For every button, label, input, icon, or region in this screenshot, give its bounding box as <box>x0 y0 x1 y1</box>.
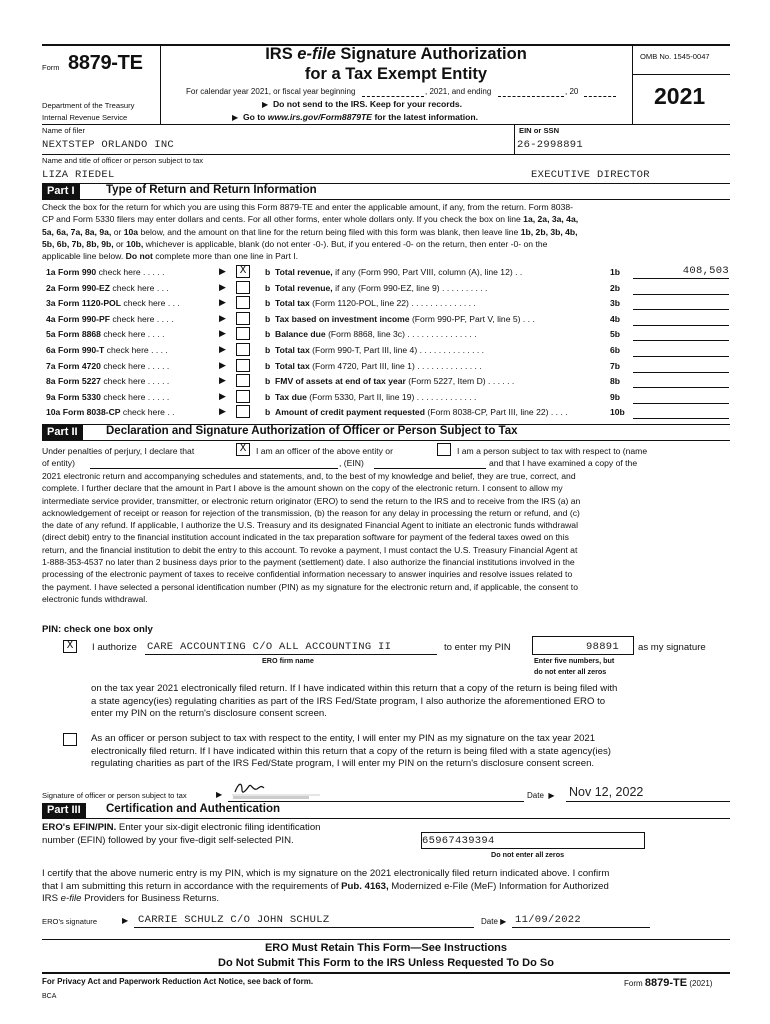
part1-title: Type of Return and Return Information <box>106 184 317 196</box>
row-checkbox[interactable] <box>236 327 250 340</box>
pin-heading: PIN: check one box only <box>42 624 153 635</box>
certification-paragraph: I certify that the above numeric entry is my PIN, which is my signature on the 2021 electronically filed return indicated above. I confirm that I am submitting this return in accordance with the requirements of Pub. 4163, Modernized e-File (MeF) Information for Authorized IRS e-file Providers for Business Returns. <box>42 868 610 904</box>
arrow-right-icon: ▶ <box>219 281 226 292</box>
row-label: 8a Form 5227 check here . . . . . <box>46 376 170 387</box>
efin-not-zeros: Do not enter all zeros <box>491 850 565 859</box>
row-amount-field[interactable] <box>633 309 729 310</box>
arrow-right-icon: ▶ <box>219 328 226 339</box>
declaration-line: 1-888-353-4537 no later than 2 business days prior to the payment (settlement) date. I also authorize the financial institutions involved in the <box>42 557 575 568</box>
officer-paragraph-line: regulating charities as part of the IRS Fed/State program, I will enter my PIN on the return's disclosure consent screen. <box>91 758 595 769</box>
row-amount-field[interactable] <box>633 294 729 295</box>
arrow-right-icon: ▶ <box>548 791 555 800</box>
tax-year: 2021 <box>654 83 706 109</box>
arrow-right-icon: ▶ <box>219 344 226 354</box>
row-amount-field[interactable] <box>633 387 729 388</box>
row-code: 3b <box>610 298 621 309</box>
declaration-line: 2021 electronic return and accompanying schedules and statements, and, to the best of my knowledge and belief, they are true, correct, and <box>42 471 576 481</box>
calendar-year-b: , 2021, and ending <box>425 87 492 96</box>
row-checkbox[interactable] <box>236 281 250 294</box>
person-subject-checkbox[interactable] <box>437 443 451 456</box>
arrow-right-icon: ▶ <box>232 113 239 122</box>
row-label: 3a Form 1120-POL check here . . . <box>46 298 180 309</box>
ero-date-value[interactable]: 11/09/2022 <box>515 914 582 926</box>
part3-rule <box>42 818 730 819</box>
fiscal-end-field[interactable] <box>498 96 564 97</box>
declaration-body <box>42 470 732 605</box>
dept-line2: Internal Revenue Service <box>42 113 128 122</box>
ero-signature-label: ERO's signature <box>42 917 98 926</box>
declaration-line: acknowledgement of receipt or reason for rejection of the transmission, (b) the reason for any delay in processing the return or refund, and (c) <box>42 507 580 518</box>
part1-rule <box>42 199 730 200</box>
part1-instructions: Check the box for the return for which you are using this Form 8879-TE and enter the applicable amount, if any, from the return. Form 8038- CP and Form 5330 filers may enter dollars and cents. For all other forms, enter whole dollars only. If you check the box on line 1a, 2a, 3a, 4a, 5a, 6a, 7a, 8a, 9a, or 10a below, and the amount on that line for the return being filed with this form was blank, then leave line 1b, 2b, 3b, 4b, 5b, 6b, 7b, 8b, 9b, or 10b, whichever is applicable, blank (do not enter -0-). But, if you entered -0- on the return, then enter -0- on the applicable line below. Do not complete more than one line in Part I. <box>42 202 579 262</box>
row-label: 5a Form 8868 check here . . . . <box>46 329 165 340</box>
arrow-right-icon: ▶ <box>262 100 269 109</box>
row-code: 6b <box>610 345 621 355</box>
footer-top-rule <box>42 939 730 940</box>
row-description: b Total tax (Form 990-T, Part III, line 4) . . . . . . . . . . . . . . <box>265 345 485 355</box>
row-amount-field[interactable] <box>633 403 729 404</box>
arrow-right-icon: ▶ <box>219 390 226 401</box>
officer-paragraph-line: electronically filed return. If I have indicated within this return that a copy of the return is being filed with a state agency(ies) <box>91 745 611 757</box>
part1-label: Part I <box>42 184 80 199</box>
row-amount-field[interactable] <box>633 340 729 341</box>
ero-signature-value[interactable]: CARRIE SCHULZ C/O JOHN SCHULZ <box>138 914 330 926</box>
ero-firm-field <box>145 654 437 655</box>
row-amount-field[interactable] <box>633 372 729 373</box>
ero-authorization-paragraph <box>91 683 731 721</box>
row-code: 7b <box>610 360 621 371</box>
row-amount-value: 408,503 <box>682 265 729 277</box>
ero-paragraph-line: on the tax year 2021 electronically filed return. If I have indicated within this return that a copy of the return is being filed with <box>91 683 618 694</box>
authorize-label: I authorize <box>92 642 137 653</box>
do-not-submit-notice: Do Not Submit This Form to the IRS Unless Requested To Do So <box>218 957 554 969</box>
row-code: 4b <box>610 313 621 324</box>
fiscal-begin-field[interactable] <box>362 96 424 97</box>
pin-value: 98891 <box>586 641 620 653</box>
form-title-line2: for a Tax Exempt Entity <box>304 65 488 83</box>
row-code: 8b <box>610 376 621 387</box>
row-description: b Total revenue, if any (Form 990, Part VIII, column (A), line 12) . . <box>265 267 523 277</box>
filer-name-value[interactable]: NEXTSTEP ORLANDO INC <box>42 139 175 151</box>
row-label: 10a Form 8038-CP check here . . <box>46 407 175 418</box>
part3-title: Certification and Authentication <box>106 803 280 815</box>
officer-pin-checkbox[interactable] <box>63 733 77 746</box>
row-description: b Total tax (Form 4720, Part III, line 1) . . . . . . . . . . . . . . <box>265 360 482 371</box>
row-checkbox[interactable] <box>236 343 250 356</box>
officer-signature-image[interactable] <box>232 780 322 800</box>
row-description: b Tax due (Form 5330, Part II, line 19) . . . . . . . . . . . . . <box>265 391 477 402</box>
officer-signature-label: Signature of officer or person subject to tax <box>42 791 187 800</box>
footer-form-id: Form 8879-TE (2021) <box>624 977 713 989</box>
row-checkbox[interactable] <box>236 405 250 418</box>
ero-date-label: Date ▶ <box>481 917 507 926</box>
arrow-right-icon: ▶ <box>219 266 226 276</box>
signature-date-label: Date ▶ <box>527 791 555 800</box>
declaration-line: complete. I further declare that the amount in Part I above is the amount shown on the copy of the electronic return. I consent to allow my <box>42 483 563 494</box>
row-label: 1a Form 990 check here . . . . . <box>46 267 165 277</box>
filer-name-label: Name of filer <box>42 126 86 135</box>
to-enter-label: to enter my PIN <box>444 642 511 653</box>
signature-date-line <box>566 801 730 802</box>
goto-line: ▶ Go to www.irs.gov/Form8879TE for the latest information. <box>232 112 479 122</box>
officer-title-value[interactable]: EXECUTIVE DIRECTOR <box>531 169 650 181</box>
declaration-line: the payment. I have selected a personal identification number (PIN) as my signature for the electronic return and, if applicable, the consent to <box>42 581 578 592</box>
header-divider-right <box>632 44 633 124</box>
row-label: 6a Form 990-T check here . . . . <box>46 345 168 355</box>
row-code: 1b <box>610 267 621 277</box>
enter-five-line2: do not enter all zeros <box>534 667 607 676</box>
ero-retain-notice: ERO Must Retain This Form—See Instructions <box>264 942 508 954</box>
officer-signature-line <box>228 801 524 802</box>
arrow-right-icon: ▶ <box>219 375 226 386</box>
row-amount-field[interactable] <box>633 418 729 419</box>
omb-rule <box>632 74 730 75</box>
enter-five-line1: Enter five numbers, but <box>534 656 615 665</box>
row-description: b Amount of credit payment requested (Form 8038-CP, Part III, line 22) . . . . <box>265 407 568 418</box>
fiscal-end-year-field[interactable] <box>584 96 616 97</box>
omb-number: OMB No. 1545-0047 <box>640 52 710 61</box>
part2-rule <box>42 440 730 441</box>
row-description: b FMV of assets at end of tax year (Form 5227, Item D) . . . . . . <box>265 376 515 387</box>
signature-date-value[interactable]: Nov 12, 2022 <box>569 785 644 799</box>
form-label: Form <box>42 63 60 72</box>
bca-label: BCA <box>42 993 57 1000</box>
officer-pin-paragraph <box>91 733 731 771</box>
row-checkbox[interactable]: X <box>236 265 250 278</box>
ero-date-line <box>512 927 650 928</box>
form-title: IRS e-file Signature Authorization <box>265 45 527 63</box>
ein-divider <box>514 124 515 154</box>
row-code: 10b <box>610 407 625 418</box>
row-label: 2a Form 990-EZ check here . . . <box>46 282 169 293</box>
row-checkbox[interactable] <box>236 390 250 403</box>
part3-label: Part III <box>42 803 86 818</box>
declaration-line: electronic funds withdrawal. <box>42 593 148 604</box>
officer-label: Name and title of officer or person subject to tax <box>42 156 204 165</box>
row-checkbox[interactable] <box>236 359 250 372</box>
row-amount-field[interactable] <box>633 325 729 326</box>
ein-inline-label: , (EIN) <box>339 458 364 468</box>
arrow-right-icon: ▶ <box>500 917 507 926</box>
row-amount-field[interactable] <box>633 356 729 357</box>
arrow-right-icon: ▶ <box>219 406 226 417</box>
declaration-line: the date of any refund. If applicable, I authorize the U.S. Treasury and its designated Financial Agent to initiate an electronic funds withdrawal <box>42 520 578 531</box>
arrow-right-icon: ▶ <box>219 297 226 308</box>
entity-label: of entity) <box>42 458 75 468</box>
part2-title: Declaration and Signature Authorization of Officer or Person Subject to Tax <box>106 425 518 437</box>
row-label: 9a Form 5330 check here . . . . . <box>46 391 170 402</box>
filer-rule <box>42 154 730 155</box>
arrow-right-icon: ▶ <box>216 790 223 799</box>
row-code: 2b <box>610 282 621 293</box>
header-bottom-rule <box>42 124 730 125</box>
row-checkbox[interactable] <box>236 312 250 325</box>
declaration-line: return, and the financial institution to debit the entry to this account. To revoke a payment, I must contact the U.S. Treasury Financial Agent at <box>42 544 578 555</box>
entity-name-field[interactable] <box>90 468 338 469</box>
calendar-year-line: For calendar year 2021, or fiscal year beginning <box>186 87 356 96</box>
calendar-year-c: , 20 <box>565 87 579 96</box>
ein-value[interactable]: 26-2998891 <box>517 139 584 151</box>
declaration-line: processing of the electronic payment of taxes to receive confidential information necessary to answer inquiries and resolve issues related to <box>42 569 573 580</box>
entity-ein-field[interactable] <box>374 468 486 469</box>
irs-url-link[interactable]: www.irs.gov/Form8879TE <box>267 112 373 122</box>
as-signature-label: as my signature <box>638 642 706 653</box>
privacy-notice: For Privacy Act and Paperwork Reduction Act Notice, see back of form. <box>42 977 314 986</box>
row-checkbox[interactable] <box>236 374 250 387</box>
ero-firm-value[interactable]: CARE ACCOUNTING C/O ALL ACCOUNTING II <box>147 641 392 653</box>
form-number: 8879-TE <box>68 52 143 74</box>
footer-rule <box>42 972 730 974</box>
examined-label: and that I have examined a copy of the <box>489 458 638 468</box>
arrow-right-icon: ▶ <box>219 312 226 323</box>
efin-line1: ERO's EFIN/PIN. Enter your six-digit electronic filing identification <box>42 822 321 833</box>
officer-option-label: I am an officer of the above entity or <box>256 446 393 456</box>
arrow-right-icon: ▶ <box>219 359 226 370</box>
do-not-send-line: ▶ Do not send to the IRS. Keep for your records. <box>262 99 463 109</box>
row-description: b Tax based on investment income (Form 990-PF, Part V, line 5) . . . <box>265 313 535 324</box>
row-label: 7a Form 4720 check here . . . . . <box>46 360 170 371</box>
ein-label: EIN or SSN <box>519 126 560 135</box>
dept-line1: Department of the Treasury <box>42 101 135 110</box>
part2-label: Part II <box>42 425 83 440</box>
row-amount-field[interactable] <box>633 278 729 279</box>
efin-pin-value: 65967439394 <box>422 835 495 847</box>
row-description: b Total revenue, if any (Form 990-EZ, line 9) . . . . . . . . . . <box>265 282 488 293</box>
ero-authorize-checkbox[interactable]: X <box>63 640 77 653</box>
officer-name-value[interactable]: LIZA RIEDEL <box>42 169 115 181</box>
declaration-line: intermediate service provider, transmitter, or electronic return originator (ERO) to send the return to the IRS and to receive from the IRS (a) an <box>42 495 581 506</box>
row-description: b Balance due (Form 8868, line 3c) . . . . . . . . . . . . . . . <box>265 329 477 340</box>
ero-signature-line <box>134 927 474 928</box>
row-code: 9b <box>610 391 621 402</box>
ero-paragraph-line: a state agency(ies) regulating charities as part of the IRS Fed/State program, I also authorize the aforementioned ERO to <box>91 695 606 707</box>
row-code: 5b <box>610 329 621 340</box>
ero-paragraph-line: enter my PIN on the return's disclosure consent screen. <box>91 708 327 719</box>
row-checkbox[interactable] <box>236 296 250 309</box>
arrow-right-icon: ▶ <box>122 916 129 925</box>
row-description: b Total tax (Form 1120-POL, line 22) . . . . . . . . . . . . . . <box>265 298 476 309</box>
ero-firm-label: ERO firm name <box>262 656 314 665</box>
officer-paragraph-line: As an officer or person subject to tax with respect to the entity, I will enter my PIN as my signature on the tax year 2021 <box>91 733 596 744</box>
officer-checkbox[interactable]: X <box>236 443 250 456</box>
efin-line2: number (EFIN) followed by your five-digit self-selected PIN. <box>42 835 294 846</box>
perjury-line: Under penalties of perjury, I declare that <box>42 446 195 456</box>
declaration-line: (direct debit) entry to the financial institution account indicated in the tax preparation software for payment of the federal taxes owed on this <box>42 532 569 543</box>
row-label: 4a Form 990-PF check here . . . . <box>46 313 174 324</box>
person-option-label: I am a person subject to tax with respect to (name <box>457 446 648 456</box>
